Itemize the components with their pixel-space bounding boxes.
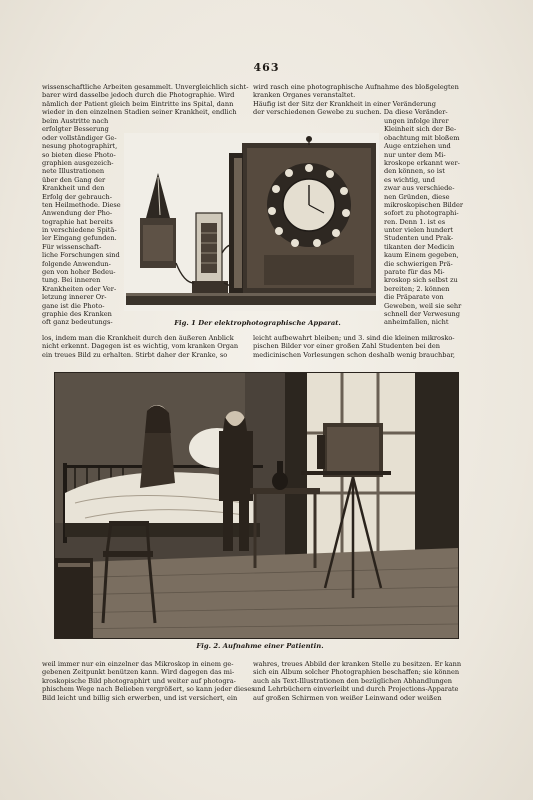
- text-line: ren. Denn 1. ist es: [384, 217, 446, 226]
- text-line: oft ganz bedeutungs-: [42, 318, 113, 327]
- text-line: anheimfallen, nicht: [384, 318, 449, 327]
- text-line: folgende Anwendun-: [42, 259, 111, 268]
- text-line: parate für das Mi-: [384, 268, 445, 277]
- text-line: nur unter dem Mi-: [384, 150, 446, 159]
- text-line: kroskope erkannt wer-: [384, 158, 460, 167]
- text-column-bottom-right: [253, 660, 462, 702]
- page-number: 463: [253, 61, 280, 74]
- figure-1-caption: Fig. 1 Der elektrophotographische Apparat.: [174, 319, 341, 327]
- text-line: beim Austritte nach: [42, 117, 109, 125]
- text-line: wissenschaftliche Arbeiten gesammelt. Unvergleichlich sicht-: [42, 83, 249, 91]
- text-line: ler Eingang gefunden.: [42, 234, 117, 243]
- text-line: Krankheit und den: [42, 184, 105, 193]
- text-line: so bieten diese Photo-: [42, 150, 116, 159]
- text-line: Auge entziehen und: [384, 142, 451, 151]
- text-line: es wichtig, und: [384, 175, 435, 184]
- text-line: tung. Bei inneren: [42, 276, 101, 285]
- text-line: liche Forschungen sind: [42, 251, 120, 260]
- text-column-right-narrow: [384, 117, 464, 327]
- text-line: in verschiedene Spitä-: [42, 226, 117, 235]
- text-line: kranken Organes veranstaltet.: [253, 91, 356, 100]
- text-column-mid-right: [253, 334, 453, 359]
- text-line: Kleinheit sich der Be-: [384, 125, 457, 134]
- text-line: tographie hat bereits: [42, 217, 113, 226]
- text-line: auf großen Schirmen von weißer Leinwand oder weißen: [253, 693, 442, 702]
- text-line: barer wird dasselbe jedoch durch die Photographie. Wird: [42, 91, 235, 100]
- text-line: weil immer nur ein einzelner das Mikroskop in einem ge-: [42, 660, 234, 668]
- text-line: wahres, treues Abbild der kranken Stelle zu besitzen. Er kann: [253, 660, 462, 668]
- text-line: Anwendung der Pho-: [42, 209, 113, 218]
- figure-2-illustration: [54, 372, 459, 639]
- text-line: Häufig ist der Sitz der Krankheit in einer Veränderung: [253, 99, 436, 108]
- text-line: phischem Wege nach Belieben vergrößert, so kann jeder dieses: [42, 685, 255, 694]
- text-line: ten Heilmethode. Diese: [42, 200, 121, 209]
- text-line: sich ein Album solcher Photographien beschaffen; sie können: [253, 668, 460, 677]
- text-line: ein treues Bild zu erhalten. Stirbt daher der Kranke, so: [42, 350, 228, 359]
- text-line: nicht erkennt. Dagegen ist es wichtig, vom kranken Organ: [42, 342, 239, 351]
- text-line: zwar aus verschiede-: [384, 184, 455, 193]
- text-line: graphien ausgezeich-: [42, 158, 114, 167]
- text-line: nete Illustrationen: [42, 167, 105, 176]
- text-line: Krankheiten oder Ver-: [42, 284, 117, 293]
- text-line: kroskopische Bild photographirt und weiter auf photogra-: [42, 676, 236, 685]
- text-line: gen von hoher Bedeu-: [42, 268, 116, 277]
- text-line: pischen Bilder vor einer großen Zahl Studenten bei den: [253, 342, 441, 351]
- text-line: graphie des Kranken: [42, 309, 112, 318]
- text-line: nesung photographirt,: [42, 142, 118, 151]
- text-line: wieder in den einzelnen Stadien seiner Krankheit, endlich: [42, 108, 237, 117]
- text-column-mid-left: [42, 334, 240, 359]
- text-line: sofort zu photographi-: [384, 209, 459, 218]
- text-line: los, indem man die Krankheit durch den äußeren Anblick: [42, 334, 234, 342]
- text-line: leicht aufbewahrt bleiben; und 3. sind die kleinen mikrosko-: [253, 334, 455, 342]
- text-line: Bild leicht und billig sich erwerben, und ist versichert, ein: [42, 693, 238, 702]
- text-line: ungen infolge ihrer: [384, 117, 449, 125]
- text-line: wird rasch eine photographische Aufnahme des bloßgelegten: [253, 83, 459, 91]
- text-line: über den Gang der: [42, 175, 106, 184]
- text-line: gane ist die Photo-: [42, 301, 105, 310]
- figure-2-caption: Fig. 2. Aufnahme einer Patientin.: [196, 642, 324, 650]
- text-line: Geweben, weil sie sehr: [384, 301, 462, 310]
- text-line: die schwierigen Prä-: [384, 259, 453, 268]
- text-column-left-narrow: [42, 117, 121, 327]
- text-line: unter vielen hundert: [384, 226, 454, 235]
- text-line: oder vollständiger Ge-: [42, 133, 117, 142]
- text-line: Studenten und Prak-: [384, 234, 454, 243]
- text-line: der verschiedenen Gewebe zu suchen. Da diese Veränder-: [253, 108, 448, 117]
- text-line: gebenen Zeitpunkt benützen kann. Wird dagegen das mi-: [42, 668, 235, 677]
- text-column-top-left: [42, 83, 249, 117]
- text-line: bereiten; 2. können: [384, 284, 450, 293]
- figure-1-illustration: [124, 133, 379, 311]
- text-line: auch als Text-Illustrationen den bezüglichen Abhandlungen: [253, 676, 453, 685]
- text-column-top-right: [253, 83, 459, 117]
- text-line: Erfolg der gebrauch-: [42, 192, 113, 201]
- text-line: obachtung mit bloßem: [384, 133, 460, 142]
- text-column-bottom-left: [42, 660, 255, 702]
- text-line: erfolgter Besserung: [42, 125, 109, 134]
- text-line: kaum Einem gegeben,: [384, 251, 459, 260]
- text-line: medicinischen Vorlesungen schon deshalb wenig brauchbar,: [253, 350, 455, 359]
- text-line: kroskop sich selbst zu: [384, 276, 458, 285]
- text-line: nen Gründen, diese: [384, 192, 450, 201]
- text-line: tikanten der Medicin: [384, 242, 455, 251]
- text-line: letzung innerer Or-: [42, 293, 107, 302]
- text-line: die Präparate von: [384, 293, 444, 302]
- text-line: nämlich der Patient gleich beim Eintritte ins Spital, dann: [42, 99, 234, 108]
- text-line: schnell der Verwesung: [384, 309, 461, 318]
- text-line: den können, so ist: [384, 167, 445, 176]
- text-line: und Lehrbüchern einverleibt und durch Projections-Apparate: [253, 685, 459, 694]
- text-line: Für wissenschaft-: [42, 242, 102, 251]
- text-line: mikroskopischen Bilder: [384, 200, 464, 209]
